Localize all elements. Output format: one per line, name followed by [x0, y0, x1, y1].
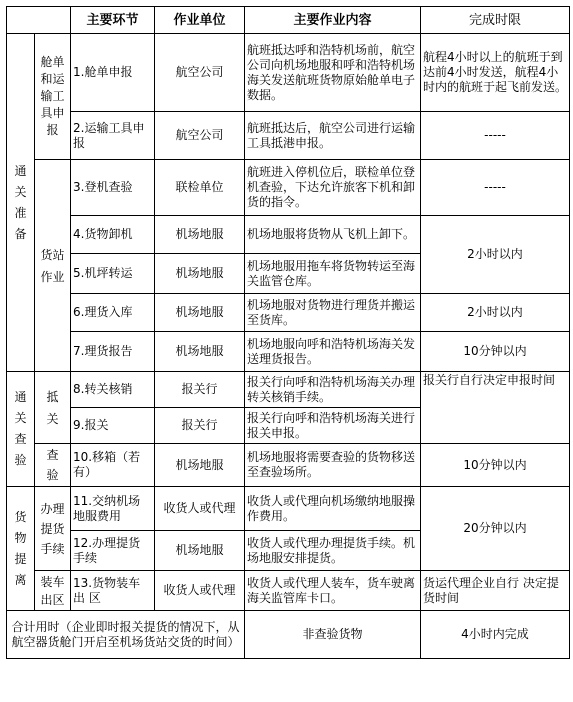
content-cell: 机场地服将需要查验的货物移送至查验场所。: [245, 444, 421, 487]
table-row: [7, 160, 570, 216]
content-cell: 航班进入停机位后，联检单位登机查验，下达允许旅客下机和卸货的指令。: [245, 160, 421, 216]
step-cell: 10.移箱（若有）: [71, 444, 155, 487]
step-cell: 5.机坪转运: [71, 254, 155, 294]
customs-process-table: [6, 6, 570, 659]
unit-cell: 机场地服: [155, 294, 245, 332]
step-cell: 12.办理提货手续: [71, 531, 155, 571]
unit-cell: 报关行: [155, 372, 245, 408]
step-cell: 7.理货报告: [71, 332, 155, 372]
table-row: [7, 372, 570, 408]
unit-cell: 机场地服: [155, 444, 245, 487]
content-cell: 机场地服将货物从飞机上卸下。: [245, 216, 421, 254]
group-banli: 办理 提货 手续: [35, 487, 71, 571]
step-cell: 13.货物装车出 区: [71, 571, 155, 611]
header-row: [7, 7, 570, 34]
header-time: 完成时限: [421, 7, 570, 34]
time-cell: 2小时以内: [421, 294, 570, 332]
unit-cell: 机场地服: [155, 254, 245, 294]
step-cell: 6.理货入库: [71, 294, 155, 332]
step-cell: 2.运输工具申报: [71, 112, 155, 160]
table-row: [7, 571, 570, 611]
content-cell: 机场地服用拖车将货物转运至海关监管仓库。: [245, 254, 421, 294]
time-cell: 货运代理企业自行 决定提货时间: [421, 571, 570, 611]
time-cell: 10分钟以内: [421, 444, 570, 487]
table-row: [7, 444, 570, 487]
header-blank: [7, 7, 71, 34]
unit-cell: 收货人或代理: [155, 487, 245, 531]
group-huozhan: 货站 作业: [35, 160, 71, 372]
time-cell: -----: [421, 112, 570, 160]
unit-cell: 机场地服: [155, 216, 245, 254]
content-cell: 航班抵达呼和浩特机场前，航空公司向机场地服和呼和浩特机场海关发送航班货物原始舱单电子数据。: [245, 34, 421, 112]
total-time-label: 合计用时（企业即时报关提货的情况下，从航空器货舱门开启至机场货站交货的时间）: [7, 611, 245, 659]
group-cangdan: 舱单 和运 输工 具申 报: [35, 34, 71, 160]
group-tongguan-chayan: 通 关 查 验: [7, 372, 35, 487]
step-cell: 3.登机查验: [71, 160, 155, 216]
content-cell: 收货人或代理办理提货手续。机场地服安排提货。: [245, 531, 421, 571]
unit-cell: 航空公司: [155, 34, 245, 112]
group-diguan: 抵 关: [35, 372, 71, 444]
step-cell: 9.报关: [71, 408, 155, 444]
goods-type: 非查验货物: [245, 611, 421, 659]
unit-cell: 联检单位: [155, 160, 245, 216]
table-row: [7, 34, 570, 112]
footer-row: [7, 611, 570, 659]
content-cell: 机场地服向呼和浩特机场海关发送理货报告。: [245, 332, 421, 372]
step-cell: 1.舱单申报: [71, 34, 155, 112]
time-cell: -----: [421, 160, 570, 216]
time-cell: 20分钟以内: [421, 487, 570, 571]
content-cell: 收货人或代理人装车，货车驶离海关监管库卡口。: [245, 571, 421, 611]
time-cell: 2小时以内: [421, 216, 570, 294]
step-cell: 11.交纳机场地服费用: [71, 487, 155, 531]
step-cell: 8.转关核销: [71, 372, 155, 408]
table-row: [7, 294, 570, 332]
content-cell: 机场地服对货物进行理货并搬运至货库。: [245, 294, 421, 332]
table-row: [7, 487, 570, 531]
table-row: [7, 216, 570, 254]
unit-cell: 机场地服: [155, 531, 245, 571]
unit-cell: 报关行: [155, 408, 245, 444]
time-cell: 报关行自行决定申报时间: [421, 372, 570, 444]
time-cell: 航程4小时以上的航班于到达前4小时发送，航程4小时内的航班于起飞前发送。: [421, 34, 570, 112]
header-step: 主要环节: [71, 7, 155, 34]
table-row: [7, 112, 570, 160]
total-time-value: 4小时内完成: [421, 611, 570, 659]
step-cell: 4.货物卸机: [71, 216, 155, 254]
header-content: 主要作业内容: [245, 7, 421, 34]
header-unit: 作业单位: [155, 7, 245, 34]
content-cell: 报关行向呼和浩特机场海关办理转关核销手续。: [245, 372, 421, 408]
group-zhuangche: 装车 出区: [35, 571, 71, 611]
content-cell: 航班抵达后，航空公司进行运输工具抵港申报。: [245, 112, 421, 160]
group-huowu-tili: 货 物 提 离: [7, 487, 35, 611]
time-cell: 10分钟以内: [421, 332, 570, 372]
unit-cell: 航空公司: [155, 112, 245, 160]
content-cell: 收货人或代理向机场缴纳地服操作费用。: [245, 487, 421, 531]
content-cell: 报关行向呼和浩特机场海关进行报关申报。: [245, 408, 421, 444]
group-chayan: 查 验: [35, 444, 71, 487]
unit-cell: 收货人或代理: [155, 571, 245, 611]
unit-cell: 机场地服: [155, 332, 245, 372]
group-tongguan-zhunbei: 通 关 准 备: [7, 34, 35, 372]
table-row: [7, 332, 570, 372]
